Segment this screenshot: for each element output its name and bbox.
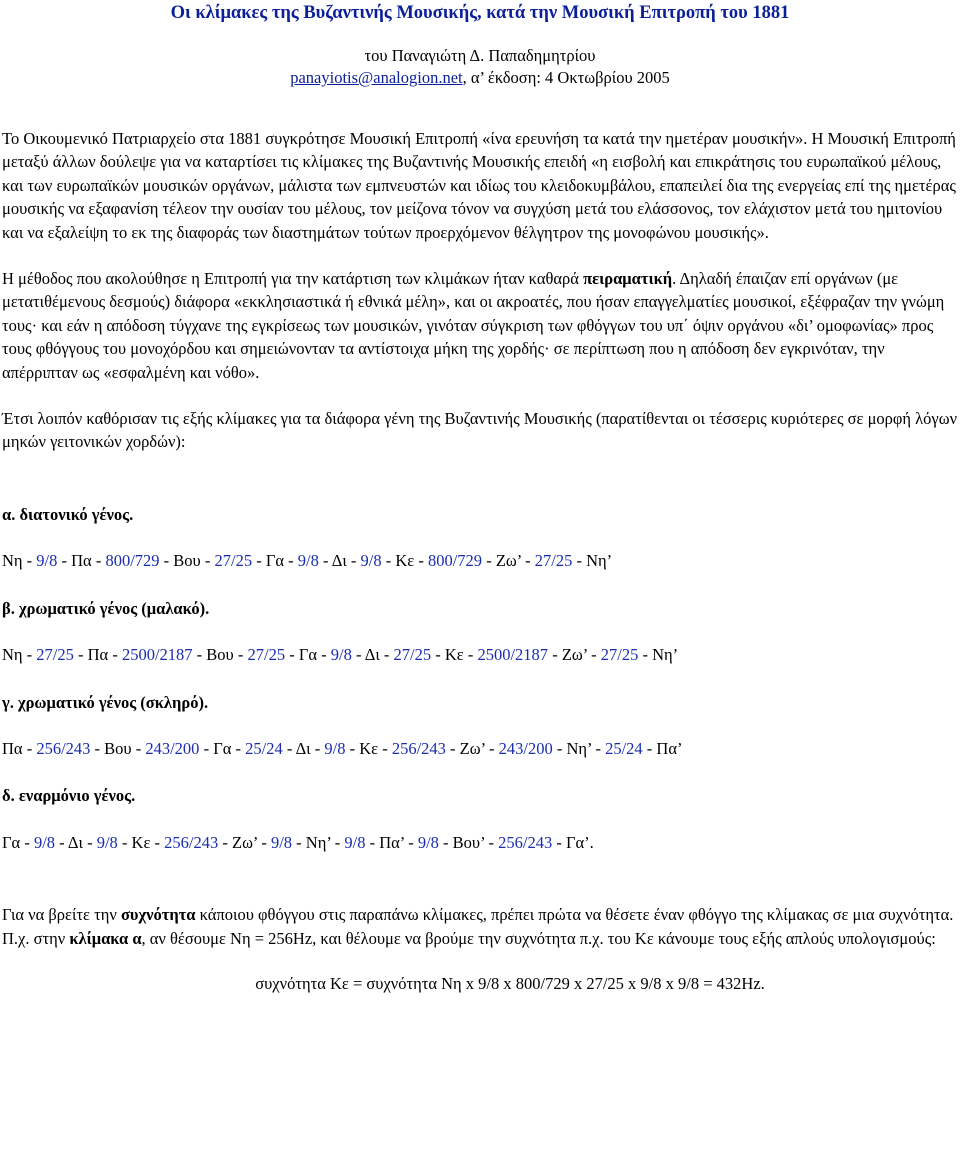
interval-ratio: 9/8	[33, 832, 56, 852]
note-name: Πα’	[656, 738, 683, 758]
interval-ratio: 27/25	[534, 551, 573, 571]
freq-emphasis-1: συχνότητα	[120, 905, 196, 925]
genre-title: α. διατονικό γένος.	[2, 504, 134, 524]
note-name: Βου	[206, 645, 234, 665]
interval-ratio: 800/729	[105, 551, 160, 571]
method-emphasis: πειραματική	[583, 269, 673, 289]
interval-ratio: 27/25	[36, 645, 74, 665]
page-title: Οι κλίμακες της Βυζαντινής Μουσικής, κατά την Μουσική Επιτροπή του 1881	[170, 3, 790, 23]
note-name: Ζω’	[495, 551, 522, 571]
interval-ratio: 27/25	[393, 645, 432, 665]
note-name: Νη	[2, 645, 23, 665]
note-name: Νη’	[566, 738, 592, 758]
interval-ratio: 27/25	[214, 551, 253, 571]
scale-line: Πα - 256/243 - Βου - 243/200 - Γα - 25/24 - Δι - 9/8 - Κε - 256/243 - Ζω’ - 243/200 - Νη’ - 25/24 - Πα’	[2, 738, 683, 758]
interval-ratio: 256/243	[391, 738, 446, 758]
interval-ratio: 243/200	[145, 738, 200, 758]
note-name: Νη	[2, 551, 23, 571]
interval-ratio: 9/8	[324, 738, 346, 758]
note-name: Κε	[359, 738, 379, 758]
note-name: Δι	[331, 551, 347, 571]
note-name: Γα	[298, 645, 318, 665]
interval-ratio: 9/8	[417, 832, 439, 852]
author-block	[2, 45, 958, 89]
interval-ratio: 9/8	[297, 551, 319, 571]
note-name: Πα	[71, 551, 92, 571]
note-name: Βου’	[452, 832, 485, 852]
note-name: Γα	[2, 832, 21, 852]
note-name: Πα	[2, 738, 23, 758]
interval-ratio: 256/243	[164, 832, 219, 852]
note-name: Πα	[87, 645, 109, 665]
freq-text-a: Για να βρείτε την	[2, 905, 121, 925]
method-text-a: Η μέθοδος που ακολούθησε η Επιτροπή για την κατάρτιση των κλιμάκων ήταν καθαρά	[2, 269, 584, 289]
note-name: Κε	[444, 645, 464, 665]
note-name: Γα’.	[565, 832, 594, 852]
interval-ratio: 25/24	[245, 738, 283, 758]
email-link[interactable]: panayiotis@analogion.net	[290, 68, 463, 87]
interval-ratio: 9/8	[344, 832, 366, 852]
note-name: Κε	[131, 832, 151, 852]
frequency-paragraph	[2, 903, 958, 950]
note-name: Βου	[173, 551, 201, 571]
note-name: Νη’	[586, 551, 613, 571]
note-name: Νη’	[305, 832, 331, 852]
method-text-b: . Δηλαδή έπαιζαν επί οργάνων (με μετατιθέμενους δεσμούς) διάφορα «εκκλησιαστικά ή εθνικά μέλη», και οι ακροατές, που ήσαν επαγγελματίες μουσικοί, εξέφραζαν την γνώμη τους· και εάν η απόδοση τύγχανε της εγκρίσεως των μουσικών, γινόταν σύγκριση των φθόγγων του υπ΄ όψιν οργάνου «δι’ ομοφωνίας» προς τους φθόγγους του μονοχόρδου και σημειώνονταν τα αντίστοιχα μήκη της χορδής· σε περίπτωση που η απόδοση δεν εγκρινόταν, την απέρριπταν ως «εσφαλμένη και νόθο».	[2, 269, 945, 382]
interval-ratio: 9/8	[270, 832, 293, 852]
note-name: Ζω’	[561, 645, 588, 665]
interval-ratio: 27/25	[600, 645, 639, 665]
note-name: Νη’	[652, 645, 679, 665]
interval-ratio: 25/24	[605, 738, 643, 758]
note-name: Δι	[364, 645, 380, 665]
frequency-formula: συχνότητα Κε = συχνότητα Νη x 9/8 x 800/729 x 27/25 x 9/8 x 9/8 = 432Hz.	[255, 973, 765, 993]
interval-ratio: 2500/2187	[121, 645, 193, 665]
freq-emphasis-2: κλίμακα α	[69, 928, 142, 948]
genre-title: δ. εναρμόνιο γένος.	[2, 786, 136, 806]
method-paragraph	[2, 267, 958, 384]
note-name: Βου	[104, 738, 132, 758]
genre-title: β. χρωματικό γένος (μαλακό).	[2, 598, 210, 618]
edition-line	[2, 67, 958, 89]
interval-ratio: 27/25	[247, 645, 286, 665]
scale-line: Νη - 27/25 - Πα - 2500/2187 - Βου - 27/25 - Γα - 9/8 - Δι - 27/25 - Κε - 2500/2187 - Ζω’ - 27/25 - Νη’	[2, 645, 679, 665]
interval-ratio: 2500/2187	[477, 645, 549, 665]
interval-ratio: 256/243	[498, 832, 553, 852]
interval-ratio: 9/8	[360, 551, 382, 571]
note-name: Ζω’	[459, 738, 485, 758]
freq-text-b: κάποιου φθόγγου στις παραπάνω κλίμακες, πρέπει πρώτα να θέσετε έναν φθόγγο της κλίμακας σε μια συχνότητα. Π.χ. στην	[2, 905, 954, 948]
scale-line: Νη - 9/8 - Πα - 800/729 - Βου - 27/25 - Γα - 9/8 - Δι - 9/8 - Κε - 800/729 - Ζω’ - 27/25 - Νη’	[2, 551, 613, 571]
note-name: Δι	[295, 738, 311, 758]
freq-text-c: , αν θέσουμε Νη = 256Hz, και θέλουμε να βρούμε την συχνότητα π.χ. του Κε κάνουμε τους εξής απλούς υπολογισμούς:	[141, 928, 936, 948]
interval-ratio: 9/8	[36, 551, 58, 571]
interval-ratio: 256/243	[36, 738, 91, 758]
author-line: του Παναγιώτη Δ. Παπαδημητρίου	[364, 46, 596, 65]
note-name: Ζω’	[231, 832, 258, 852]
note-name: Δι	[67, 832, 83, 852]
edition-text: , α’ έκδοση: 4 Οκτωβρίου 2005	[462, 68, 670, 87]
interval-ratio: 9/8	[96, 832, 118, 852]
genres-section	[2, 503, 958, 854]
intro-paragraph: Το Οικουμενικό Πατριαρχείο στα 1881 συγκρότησε Μουσική Επιτροπή «ίνα ερευνήση τα κατά την ημετέραν μουσικήν». Η Μουσική Επιτροπή μεταξύ άλλων δούλεψε για να καταρτίσει τις κλίμακες της Βυζαντινής Μουσικής επειδή «η εισβολή και επικράτησις του ευρωπαϊκού μέλους, και των ευρωπαϊκών μουσικών οργάνων, μάλιστα των εμπνευστών και ιδίως του κλειδοκυμβάλου, επαπειλεί δια της ενεργείας επί της ημετέρας μουσικής να εξαφανίση τέλεον την ουσίαν του μέλους, τον μείζονα τόνον να συγχύση μετά του ελάσσονος, τον ελάχιστον μετά του ημιτονίου και να εξαλείψη το εκ της διαφοράς των διαστημάτων τούτων προερχόμενον θέλγητρον της μονοφώνου μουσικής».	[2, 129, 956, 242]
note-name: Γα	[265, 551, 285, 571]
note-name: Κε	[395, 551, 415, 571]
note-name: Πα’	[379, 832, 405, 852]
note-name: Γα	[213, 738, 232, 758]
interval-ratio: 800/729	[427, 551, 483, 571]
interval-ratio: 243/200	[498, 738, 553, 758]
scales-intro-paragraph: Έτσι λοιπόν καθόρισαν τις εξής κλίμακες για τα διάφορα γένη της Βυζαντινής Μουσικής (παρατίθενται οι τέσσερις κυριότερες σε μορφή λόγων μηκών γειτονικών χορδών):	[2, 409, 958, 452]
genre-title: γ. χρωματικό γένος (σκληρό).	[2, 692, 209, 712]
interval-ratio: 9/8	[330, 645, 352, 665]
scale-line: Γα - 9/8 - Δι - 9/8 - Κε - 256/243 - Ζω’ - 9/8 - Νη’ - 9/8 - Πα’ - 9/8 - Βου’ - 256/243 - Γα’.	[2, 832, 594, 852]
